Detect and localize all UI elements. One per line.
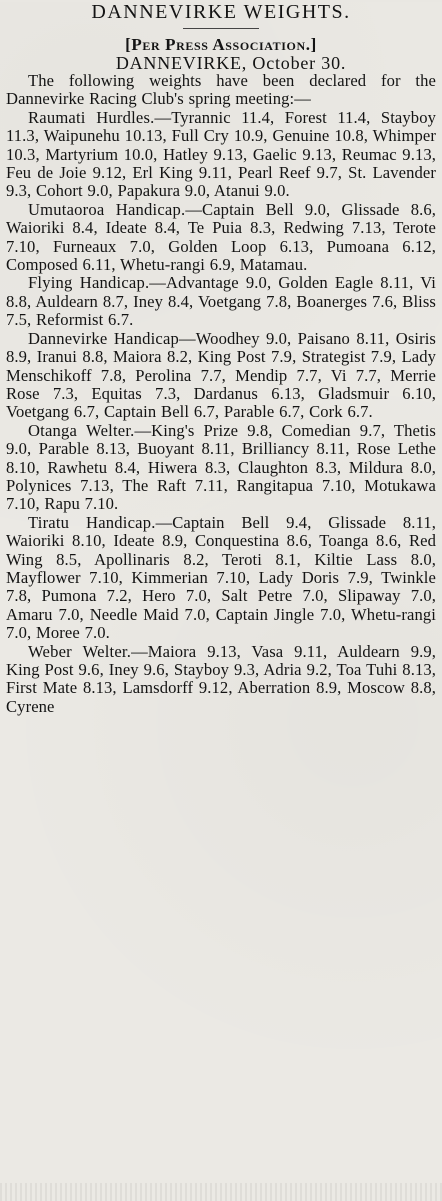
race-paragraph — [6, 643, 436, 717]
race-entries: —Captain Bell 9.4, Glissade 8.11, Waioriki 8.10, Ideate 8.9, Conquestina 8.6, Toanga 8.6, Red Wing 8.5, Apollinaris 8.2, Teroti 8.1, Kiltie Lass 8.0, Mayflower 7.10, Kimmerian 7.10, Lady Doris 7.9, Twinkle 7.8, Pumona 7.2, Hero 7.0, Salt Petre 7.0, Slipaway 7.0, Amaru 7.0, Needle Maid 7.0, Captain Jingle 7.0, Whetu-rangi 7.0, Moree 7.0. — [6, 512, 436, 643]
race-paragraph — [6, 422, 436, 514]
race-name: Flying Handicap. — [28, 273, 150, 293]
race-name: Tiratu Handicap. — [28, 512, 156, 532]
headline: DANNEVIRKE WEIGHTS. — [91, 1, 351, 23]
race-entries: —Captain Bell 9.0, Glissade 8.6, Waioriki 8.4, Ideate 8.4, Te Puia 8.3, Redwing 7.13, Terote 7.10, Furneaux 7.0, Golden Loop 6.13, Pumoana 6.12, Composed 6.11, Whetu-rangi 6.9, Matamau. — [6, 199, 436, 275]
race-name: Dannevirke Handicap — [28, 328, 180, 348]
headline-rule — [183, 28, 259, 29]
race-name: Otanga Welter. — [28, 420, 135, 440]
race-entries: —Advantage 9.0, Golden Eagle 8.11, Vi 8.8, Auldearn 8.7, Iney 8.4, Voetgang 7.8, Boanerges 7.6, Bliss 7.5, Reformist 6.7. — [6, 273, 436, 330]
race-paragraph — [6, 274, 436, 329]
race-name: Umutaoroa Handicap. — [28, 199, 186, 219]
race-paragraph — [6, 201, 436, 275]
print-texture — [0, 1183, 442, 1201]
race-entries: —Woodhey 9.0, Paisano 8.11, Osiris 8.9, Iranui 8.8, Maiora 8.2, King Post 7.9, Strategist 7.9, Lady Menschikoff 7.8, Perolina 7.7, Mendip 7.7, Vi 7.7, Merrie Rose 7.3, Equitas 7.3, Dardanus 6.13, Gladsmuir 6.10, Voetgang 6.7, Captain Bell 6.7, Parable 6.7, Cork 6.7. — [6, 328, 436, 422]
newspaper-clipping — [0, 2, 442, 1201]
race-entries: —Maiora 9.13, Vasa 9.11, Auldearn 9.9, King Post 9.6, Iney 9.6, Stayboy 9.3, Adria 9.2, Toa Tuhi 8.13, First Mate 8.13, Lamsdorff 9.12, Aberration 8.9, Moscow 8.8, Cyrene — [6, 641, 436, 716]
race-name: Weber Welter. — [28, 641, 132, 661]
race-paragraph — [6, 109, 436, 201]
race-entries: —Tyrannic 11.4, Forest 11.4, Stayboy 11.3, Waipunehu 10.13, Full Cry 10.9, Genuine 10.8, Whimper 10.3, Martyrium 10.0, Hatley 9.13, Gaelic 9.13, Reumac 9.13, Feu de Joie 9.12, Erl King 9.11, Pearl Reef 9.7, St. Lavender 9.3, Cohort 9.0, Papakura 9.0, Atanui 9.0. — [6, 107, 436, 201]
race-paragraph — [6, 514, 436, 643]
race-entries: —King's Prize 9.8, Comedian 9.7, Thetis 9.0, Parable 8.13, Buoyant 8.11, Brilliancy 8.11, Rose Lethe 8.10, Rawhetu 8.4, Hiwera 8.3, Claughton 8.3, Mildura 8.0, Polynices 7.13, The Raft 7.11, Rangitapua 7.10, Motukawa 7.10, Rapu 7.10. — [6, 420, 436, 514]
race-name: Raumati Hurdles. — [28, 107, 155, 127]
intro-paragraph: The following weights have been declared for the Dannevirke Racing Club's spring meeting:— — [6, 71, 436, 109]
dateline: DANNEVIRKE, October 30. — [115, 53, 347, 73]
byline: [Per Press Association.] — [125, 35, 317, 54]
race-paragraph — [6, 330, 436, 422]
